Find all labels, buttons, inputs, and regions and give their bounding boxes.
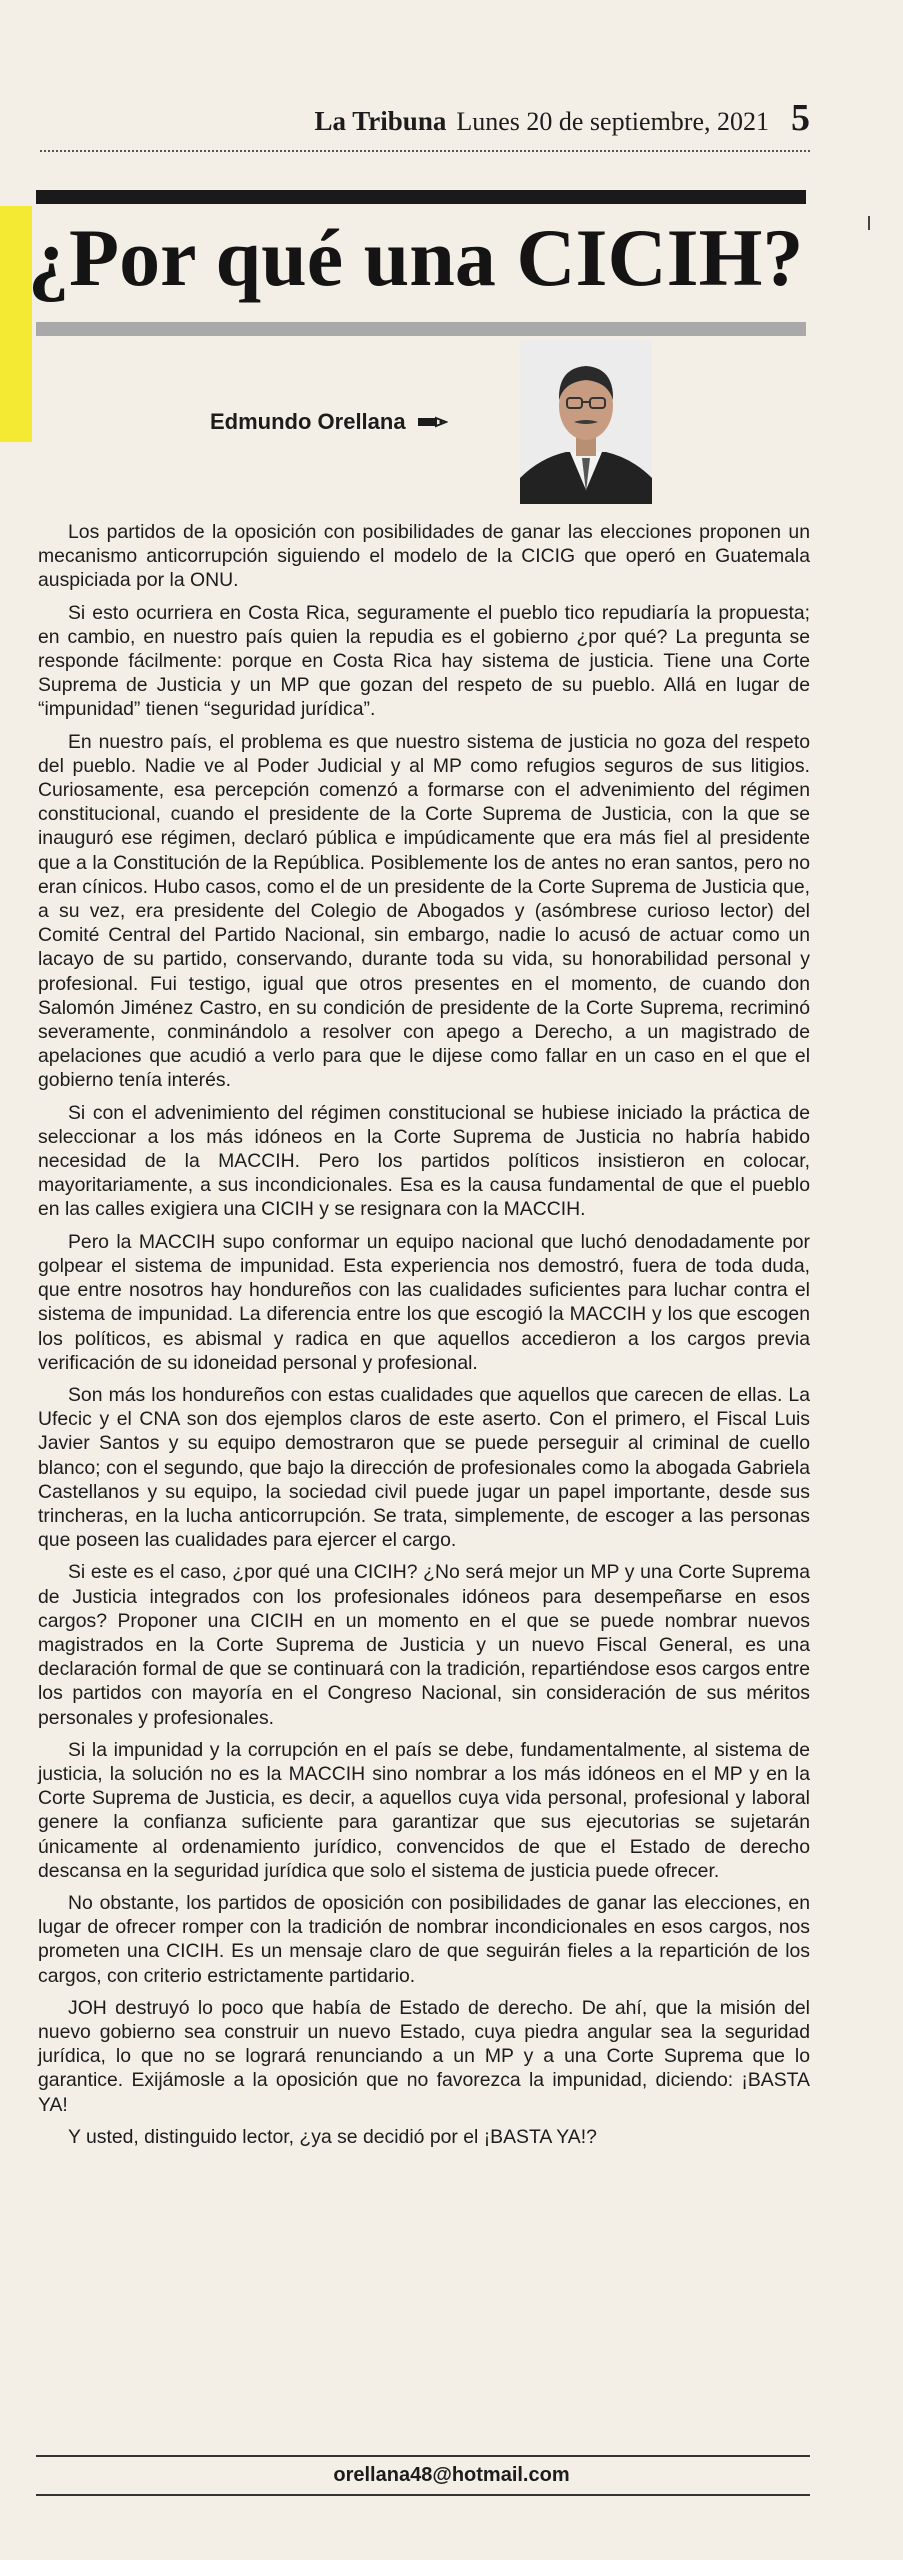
author-photo [520,340,652,504]
article-paragraph: En nuestro país, el problema es que nuestro sistema de justicia no goza del respeto del pueblo. Nadie ve al Poder Judicial y al MP como refugios seguros de sus litigios. Curiosamente, esa percepción comenzó a formarse con el advenimiento del régimen constitucional, cuando el presidente de la Corte Suprema de Justicia, con la que se inauguró ese régimen, declaró pública e impúdicamente que era más fiel al presidente que a la Constitución de la República. Posiblemente los de antes no eran santos, pero no eran cínicos. Hubo casos, como el de un presidente de la Corte Suprema de Justicia que, a su vez, era presidente del Colegio de Abogados y (asómbrese curioso lector) del Comité Central del Partido Nacional, sin embargo, nadie lo acusó de actuar como un lacayo de su partido, conservando, durante toda su vida, su honorabilidad personal y profesional. Fui testigo, igual que otros presentes en el momento, de cuando don Salomón Jiménez Castro, en su condición de presidente de la Corte Suprema, recriminó severamente, conminándolo a resolver con apego a Derecho, a un magistrado de apelaciones que acudió a verlo para que le dijese como fallar en un caso en el que el gobierno tenía interés. [38,730,810,1092]
article-paragraph: Si la impunidad y la corrupción en el país se debe, fundamentalmente, al sistema de justicia, la solución no es la MACCIH sino nombrar a los más idóneos en el MP y en la Corte Suprema de Justicia, es decir, a aquellos cuya vida personal, profesional y laboral genere la confianza suficiente para garantizar que sus ejecutorias se sujetarán únicamente al ordenamiento jurídico, convencidos de que el Estado de derecho descansa en la seguridad jurídica que solo el sistema de justicia puede ofrecer. [38,1738,810,1882]
page-number: 5 [791,97,810,139]
headline-top-bar [36,190,806,204]
masthead [240,96,810,140]
article-body [38,520,810,2425]
issue-date: Lunes 20 de septiembre, 2021 [456,107,769,136]
article-paragraph: Si con el advenimiento del régimen constitucional se hubiese iniciado la práctica de seleccionar a los más idóneos en la Corte Suprema de Justicia no habría habido necesidad de la MACCIH. Pero los partidos políticos insistieron en colocar, mayoritariamente, a sus incondicionales. Esa es la causa fundamental de que el pueblo en las calles exigiera una CICIH y se resignara con la MACCIH. [38,1101,810,1221]
newspaper-name: La Tribuna [314,106,447,136]
article-paragraph: Los partidos de la oposición con posibilidades de ganar las elecciones proponen un mecanismo anticorrupción siguiendo el modelo de la CICIG que operó en Guatemala auspiciada por la ONU. [38,521,810,592]
article-headline: ¿Por qué una CICIH? [28,212,804,303]
footer-rule-top [36,2455,810,2457]
article-paragraph: JOH destruyó lo poco que había de Estado de derecho. De ahí, que la misión del nuevo gobierno sea construir un nuevo Estado, cuya piedra angular sea la seguridad jurídica, lo que no se logrará renunciando a un MP y a una Corte Suprema que lo garantice. Exijámosle a la oposición que no favorezca la impunidad, diciendo: ¡BASTA YA! [38,1996,810,2116]
byline [210,402,448,442]
margin-mark [868,216,870,230]
article-paragraph: Si esto ocurriera en Costa Rica, seguramente el pueblo tico repudiaría la propuesta; en cambio, en nuestro país quien la repudia es el gobierno ¿por qué? La pregunta se responde fácilmente: porque en Costa Rica hay sistema de justicia. Tiene una Corte Suprema de Justicia y un MP que gozan del respeto de su pueblo. Allá en lugar de “impunidad” tienen “seguridad jurídica”. [38,601,810,721]
article-paragraph: Si este es el caso, ¿por qué una CICIH? ¿No será mejor un MP y una Corte Suprema de Justicia integrados con los profesionales idóneos para desempeñarse en esos cargos? Proponer una CICIH en un momento en el que se puede nombrar nuevos magistrados en la Corte Suprema de Justicia y un nuevo Fiscal General, es una declaración formal de que se continuará con la tradición, repartiéndose esos cargos entre los partidos con mayoría en el Congreso Nacional, sin consideración de sus méritos personales y profesionales. [38,1561,810,1729]
article-paragraph: No obstante, los partidos de oposición con posibilidades de ganar las elecciones, en lugar de ofrecer romper con la tradición de nombrar incondicionales en esos cargos, nos prometen una CICIH. Es un mensaje claro de que seguirán fieles a la repartición de los cargos, con criterio estrictamente partidario. [38,1891,810,1987]
footer-rule-bottom [36,2494,810,2496]
author-name: Edmundo Orellana [210,409,406,434]
pencil-icon [416,414,448,430]
author-email[interactable]: orellana48@hotmail.com [333,2464,570,2486]
headline-bottom-bar [36,322,806,336]
masthead-divider [40,150,810,152]
article-paragraph: Pero la MACCIH supo conformar un equipo nacional que luchó denodadamente por golpear el sistema de impunidad. Esta experiencia nos demostró, fuera de toda duda, que entre nosotros hay hondureños con las cualidades suficientes para luchar contra el sistema de impunidad. La diferencia entre los que escogió la MACCIH y los que escogen los políticos, es abismal y radica en que aquellos accedieron a los cargos previa verificación de su idoneidad personal y profesional. [38,1230,810,1374]
article-paragraph: Y usted, distinguido lector, ¿ya se decidió por el ¡BASTA YA!? [68,2125,597,2148]
article-paragraph: Son más los hondureños con estas cualidades que aquellos que carecen de ellas. La Ufecic y el CNA son dos ejemplos claros de este aserto. Con el primero, el Fiscal Luis Javier Santos y su equipo demostraron que se puede perseguir al criminal de cuello blanco; con el segundo, que bajo la dirección de profesionales como la abogada Gabriela Castellanos y su equipo, la sociedad civil puede jugar un papel importante, desde sus trincheras, en la lucha anticorrupción. Se trata, simplemente, de escoger a las personas que poseen las cualidades para ejercer el cargo. [38,1383,810,1552]
